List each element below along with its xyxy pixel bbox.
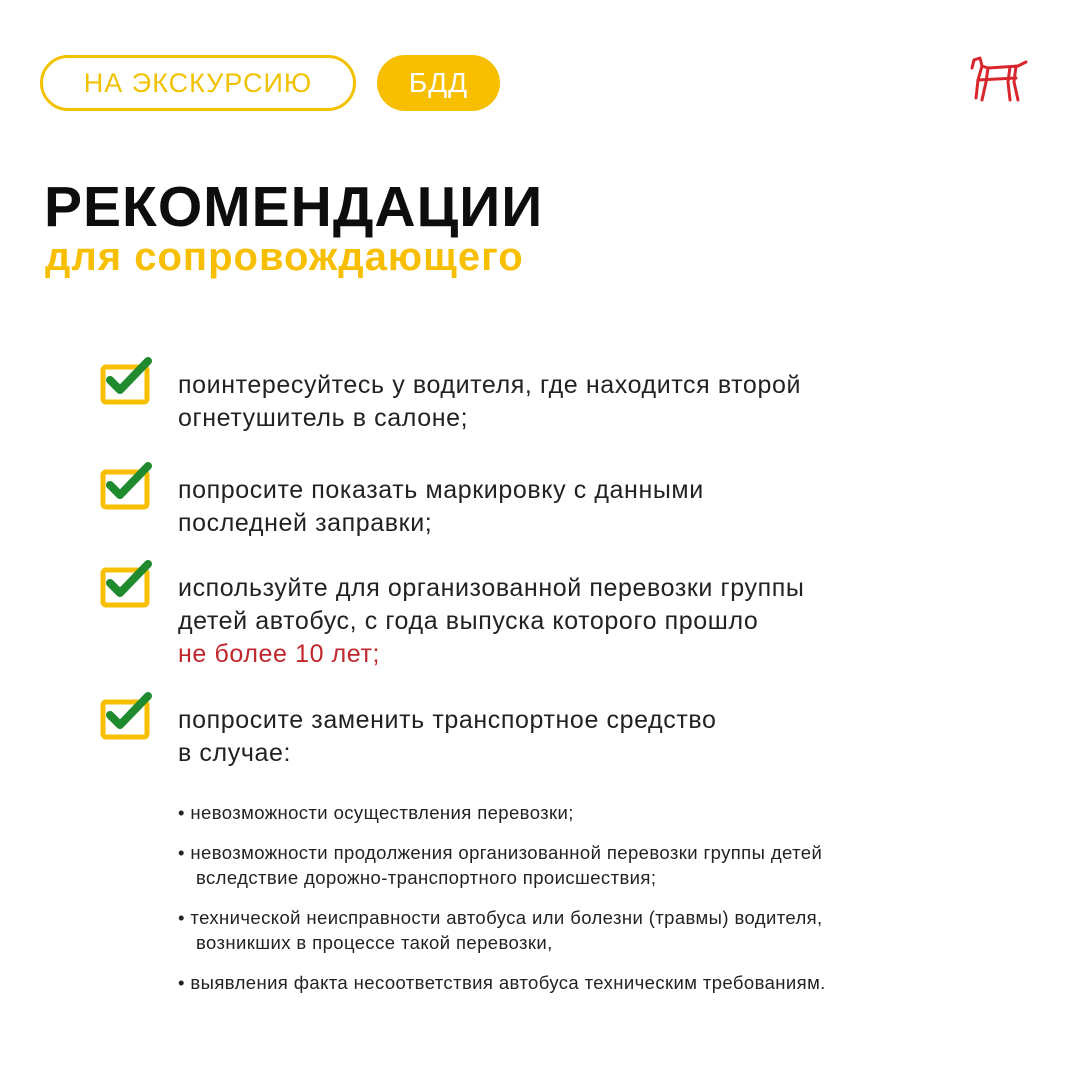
checklist-line: огнетушитель в салоне; — [178, 404, 469, 432]
bullet-line: • технической неисправности автобуса или болезни (травмы) водителя, — [178, 907, 823, 928]
bullet-line: • невозможности осуществления перевозки; — [178, 802, 574, 823]
bullet-item — [178, 970, 978, 995]
checkbox-checked-icon — [100, 355, 154, 405]
bullet-line-continued: возникших в процессе такой перевозки, — [196, 932, 553, 953]
checklist-text — [178, 572, 804, 671]
checklist-line: попросите показать маркировку с данными — [178, 476, 704, 504]
bullet-item — [178, 800, 978, 825]
bullet-line: • выявления факта несоответствия автобуса техническим требованиям. — [178, 972, 826, 993]
checklist-text — [178, 474, 704, 540]
tag-excursion[interactable] — [40, 55, 356, 111]
checkbox-checked-icon — [100, 460, 154, 510]
checklist-line: попросите заменить транспортное средство — [178, 706, 717, 734]
tag-bdd[interactable] — [377, 55, 500, 111]
checkbox-checked-icon — [100, 690, 154, 740]
checklist-line: поинтересуйтесь у водителя, где находится второй — [178, 371, 802, 399]
tag-excursion-label: НА ЭКСКУРСИЮ — [83, 67, 313, 98]
bullet-line: • невозможности продолжения организованной перевозки группы детей — [178, 842, 823, 863]
tag-bdd-label: БДД — [408, 67, 469, 98]
checkbox-checked-icon — [100, 558, 154, 608]
page-subtitle: для сопровождающего — [45, 235, 524, 279]
bullet-item — [178, 840, 978, 890]
checklist-line: детей автобус, с года выпуска которого прошло — [178, 607, 759, 635]
checklist-line-highlight: не более 10 лет; — [178, 640, 381, 668]
bullet-line-continued: вследствие дорожно-транспортного происшествия; — [196, 867, 657, 888]
checklist-text — [178, 369, 801, 435]
checklist-text — [178, 704, 717, 770]
checklist-line: в случае: — [178, 739, 291, 767]
bullet-item — [178, 905, 978, 955]
page-title: РЕКОМЕНДАЦИИ — [44, 175, 544, 239]
bullet-list — [178, 800, 978, 1010]
horse-logo-icon — [966, 52, 1032, 104]
checklist-line: последней заправки; — [178, 509, 433, 537]
checklist-line: используйте для организованной перевозки группы — [178, 574, 805, 602]
